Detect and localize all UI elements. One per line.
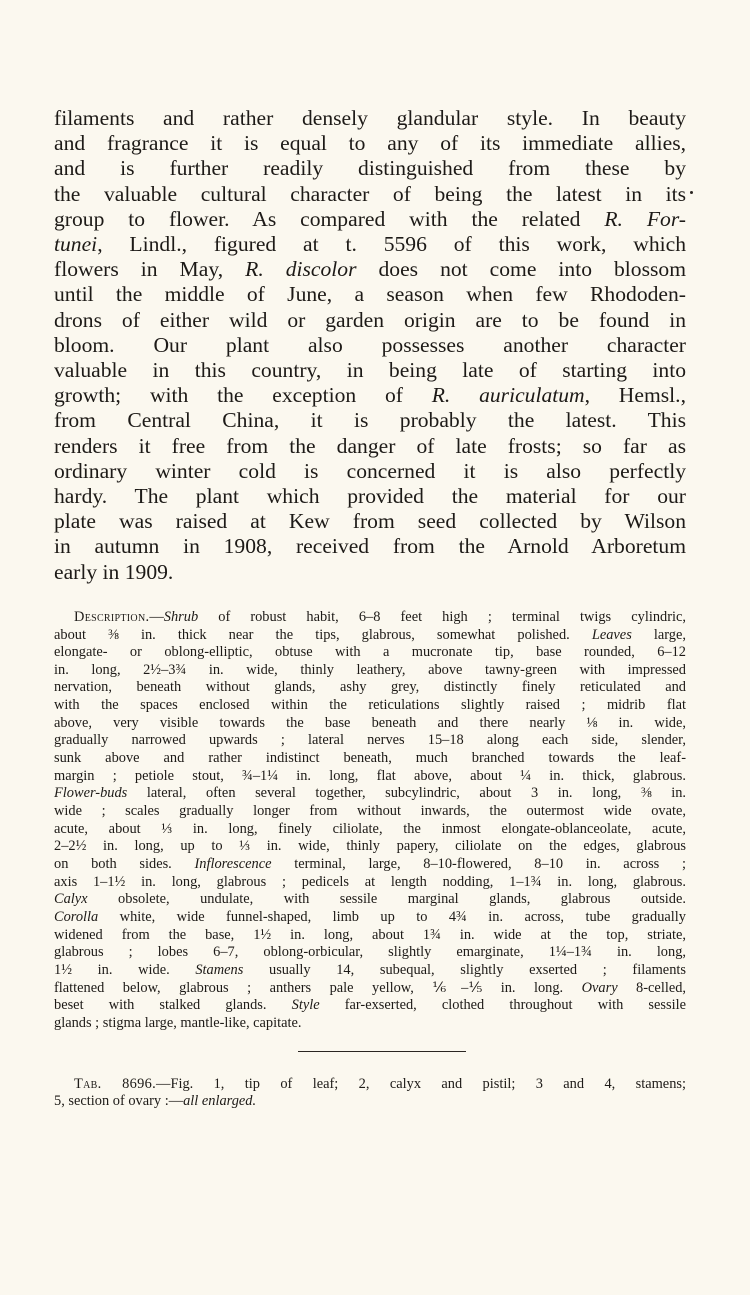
text-line: bloom. Our plant also possesses another character bbox=[54, 332, 686, 357]
description-line-text: Calyx obsolete, undulate, with sessile marginal glands, glabrous outside. bbox=[54, 891, 686, 908]
description-line bbox=[54, 750, 686, 768]
text-line: valuable in this country, in being late of starting into bbox=[54, 358, 686, 383]
description-line bbox=[54, 785, 686, 803]
description-line bbox=[54, 838, 686, 856]
text-line: until the middle of June, a season when few Rhododen- bbox=[54, 282, 686, 307]
description-line-text: —Shrub of robust habit, 6–8 feet high ; terminal twigs cylindric, bbox=[149, 608, 686, 625]
text-line: and fragrance it is equal to any of its immediate allies, bbox=[54, 131, 686, 156]
plate-caption-line-2 bbox=[54, 1093, 686, 1111]
description-line bbox=[54, 891, 686, 909]
description-line bbox=[54, 627, 686, 645]
description-line bbox=[54, 980, 686, 998]
plate-caption-italic: all enlarged. bbox=[183, 1093, 257, 1110]
description-line bbox=[54, 874, 686, 892]
description-line-text: axis 1–1½ in. long, glabrous ; pedicels at length nodding, 1–1¾ in. long, glabrous. bbox=[54, 873, 686, 890]
description-line bbox=[54, 944, 686, 962]
text-line: and is further readily distinguished from these by bbox=[54, 156, 686, 181]
divider-rule bbox=[298, 1051, 466, 1052]
description-line-text: sunk above and rather indistinct beneath, much branched towards the leaf- bbox=[54, 750, 686, 767]
description-line bbox=[54, 1015, 686, 1033]
text-line: filaments and rather densely glandular style. In beauty bbox=[54, 106, 686, 130]
description-line-text: beset with stalked glands. Style far-exserted, clothed throughout with sessile bbox=[54, 997, 686, 1014]
description-line-text: margin ; petiole stout, ¾–1¼ in. long, flat above, about ¼ in. thick, glabrous. bbox=[54, 767, 686, 784]
description-line bbox=[54, 768, 686, 786]
text-line: growth; with the exception of R. auriculatum, Hemsl., bbox=[54, 383, 686, 408]
description-line-text: wide ; scales gradually longer from without inwards, the outermost wide ovate, bbox=[54, 803, 686, 820]
text-line: ordinary winter cold is concerned it is also perfectly bbox=[54, 458, 686, 483]
description-line-text: widened from the base, 1½ in. long, about 1¾ in. wide at the top, striate, bbox=[54, 926, 686, 943]
text-line: from Central China, it is probably the latest. This bbox=[54, 408, 686, 433]
plate-caption bbox=[54, 1076, 686, 1111]
description-line-text: 2–2½ in. long, up to ⅓ in. wide, thinly papery, ciliolate on the edges, glabrous bbox=[54, 838, 686, 855]
text-line: tunei, Lindl., figured at t. 5596 of this work, which bbox=[54, 232, 686, 257]
description-line-text: acute, about ⅓ in. long, finely ciliolate, the inmost elongate-oblanceolate, acute, bbox=[54, 820, 686, 837]
description-line-text: flattened below, glabrous ; anthers pale yellow, ⅙–⅕ in. long. Ovary 8-celled, bbox=[54, 979, 686, 996]
plate-caption-line-1 bbox=[54, 1076, 686, 1094]
description-heading: Description. bbox=[74, 608, 150, 625]
plate-caption-text: —Fig. 1, tip of leaf; 2, calyx and pistil; 3 and 4, stamens; bbox=[156, 1075, 686, 1092]
text-line: early in 1909. bbox=[54, 559, 174, 584]
description-line bbox=[54, 697, 686, 715]
plate-number: Tab. 8696. bbox=[74, 1075, 157, 1092]
description-line bbox=[54, 927, 686, 945]
description-line-text: gradually narrowed upwards ; lateral nerves 15–18 along each side, slender, bbox=[54, 732, 686, 749]
description-line-text: 1½ in. wide. Stamens usually 14, subequal, slightly exserted ; filaments bbox=[54, 961, 686, 978]
description-line bbox=[54, 856, 686, 874]
description-line-text: about ⅜ in. thick near the tips, glabrous, somewhat polished. Leaves large, bbox=[54, 626, 686, 643]
description-line bbox=[54, 909, 686, 927]
text-line: group to flower. As compared with the related R. For- bbox=[54, 206, 686, 231]
description-line bbox=[54, 962, 686, 980]
page bbox=[54, 106, 686, 1111]
description-line bbox=[54, 644, 686, 662]
text-line: drons of either wild or garden origin are to be found in bbox=[54, 307, 686, 332]
description-line bbox=[54, 732, 686, 750]
text-line: renders it free from the danger of late frosts; so far as bbox=[54, 433, 686, 458]
description-line-text: elongate- or oblong-elliptic, obtuse with a mucronate tip, base rounded, 6–12 bbox=[54, 644, 686, 661]
description-line-text: Corolla white, wide funnel-shaped, limb up to 4¾ in. across, tube gradually bbox=[54, 909, 686, 926]
description-line-text: on both sides. Inflorescence terminal, large, 8–10-flowered, 8–10 in. across ; bbox=[54, 856, 686, 873]
description-line bbox=[54, 803, 686, 821]
description-line-text: with the spaces enclosed within the reticulations slightly raised ; midrib flat bbox=[54, 697, 686, 714]
description-line bbox=[54, 609, 686, 627]
description-line-text: glands ; stigma large, mantle-like, capitate. bbox=[54, 1014, 302, 1031]
plate-caption-text-2: 5, section of ovary :— bbox=[54, 1093, 184, 1110]
text-line: the valuable cultural character of being the latest in its bbox=[54, 181, 686, 206]
margin-mark bbox=[690, 191, 693, 194]
description-line-text: Flower-buds lateral, often several together, subcylindric, about 3 in. long, ⅜ in. bbox=[54, 785, 686, 802]
text-line: plate was raised at Kew from seed collected by Wilson bbox=[54, 509, 686, 534]
description-line bbox=[54, 679, 686, 697]
description-paragraph bbox=[54, 609, 686, 1033]
main-paragraph bbox=[54, 106, 686, 585]
text-line: hardy. The plant which provided the material for our bbox=[54, 484, 686, 509]
description-line-text: glabrous ; lobes 6–7, oblong-orbicular, slightly emarginate, 1¼–1¾ in. long, bbox=[54, 944, 686, 961]
description-line bbox=[54, 715, 686, 733]
text-line: flowers in May, R. discolor does not come into blossom bbox=[54, 257, 686, 282]
description-line-text: nervation, beneath without glands, ashy grey, distinctly finely reticulated and bbox=[54, 679, 686, 696]
description-line bbox=[54, 662, 686, 680]
description-line-text: above, very visible towards the base beneath and there nearly ⅛ in. wide, bbox=[54, 714, 686, 731]
description-line bbox=[54, 821, 686, 839]
description-line bbox=[54, 997, 686, 1015]
text-line: in autumn in 1908, received from the Arnold Arboretum bbox=[54, 534, 686, 559]
description-line-text: in. long, 2½–3¾ in. wide, thinly leathery, above tawny-green with impressed bbox=[54, 661, 686, 678]
